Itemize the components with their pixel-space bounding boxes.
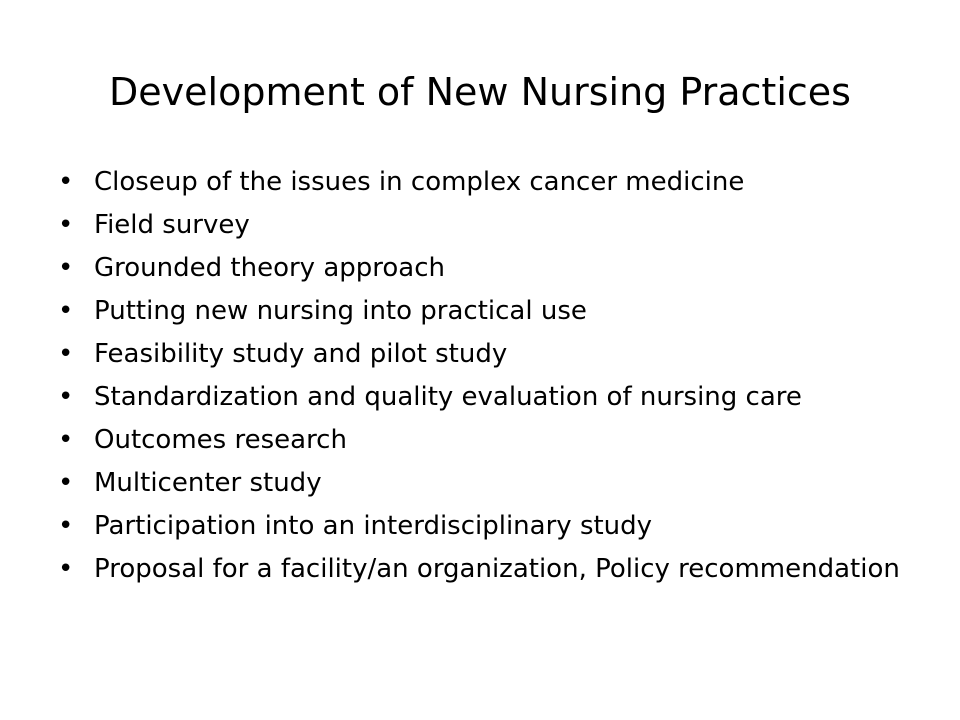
bullet-item: [58, 340, 918, 369]
bullet-item: [58, 555, 918, 584]
bullet-marker: •: [58, 382, 74, 412]
bullet-text: Participation into an interdisciplinary study: [94, 511, 653, 541]
bullet-text: Closeup of the issues in complex cancer medicine: [94, 167, 745, 197]
bullet-marker: •: [58, 210, 74, 240]
bullet-marker: •: [58, 468, 74, 498]
bullet-marker: •: [58, 511, 74, 541]
bullet-marker: •: [58, 554, 74, 584]
bullet-text: Outcomes research: [94, 425, 347, 455]
bullet-text: Putting new nursing into practical use: [94, 296, 587, 326]
bullet-text: Proposal for a facility/an organization, Policy recommendation: [94, 554, 900, 584]
bullet-text: Field survey: [94, 210, 250, 240]
bullet-marker: •: [58, 167, 74, 197]
bullet-item: [58, 426, 918, 455]
bullet-marker: •: [58, 425, 74, 455]
bullet-item: [58, 512, 918, 541]
bullet-item: [58, 168, 918, 197]
bullet-text: Standardization and quality evaluation of nursing care: [94, 382, 802, 412]
bullet-text: Grounded theory approach: [94, 253, 445, 283]
slide-title: Development of New Nursing Practices: [109, 70, 851, 114]
bullet-item: [58, 469, 918, 498]
bullet-marker: •: [58, 296, 74, 326]
bullet-item: [58, 254, 918, 283]
bullet-list: [58, 168, 918, 598]
bullet-text: Feasibility study and pilot study: [94, 339, 508, 369]
bullet-item: [58, 383, 918, 412]
bullet-marker: •: [58, 339, 74, 369]
bullet-marker: •: [58, 253, 74, 283]
bullet-item: [58, 297, 918, 326]
bullet-text: Multicenter study: [94, 468, 322, 498]
bullet-item: [58, 211, 918, 240]
